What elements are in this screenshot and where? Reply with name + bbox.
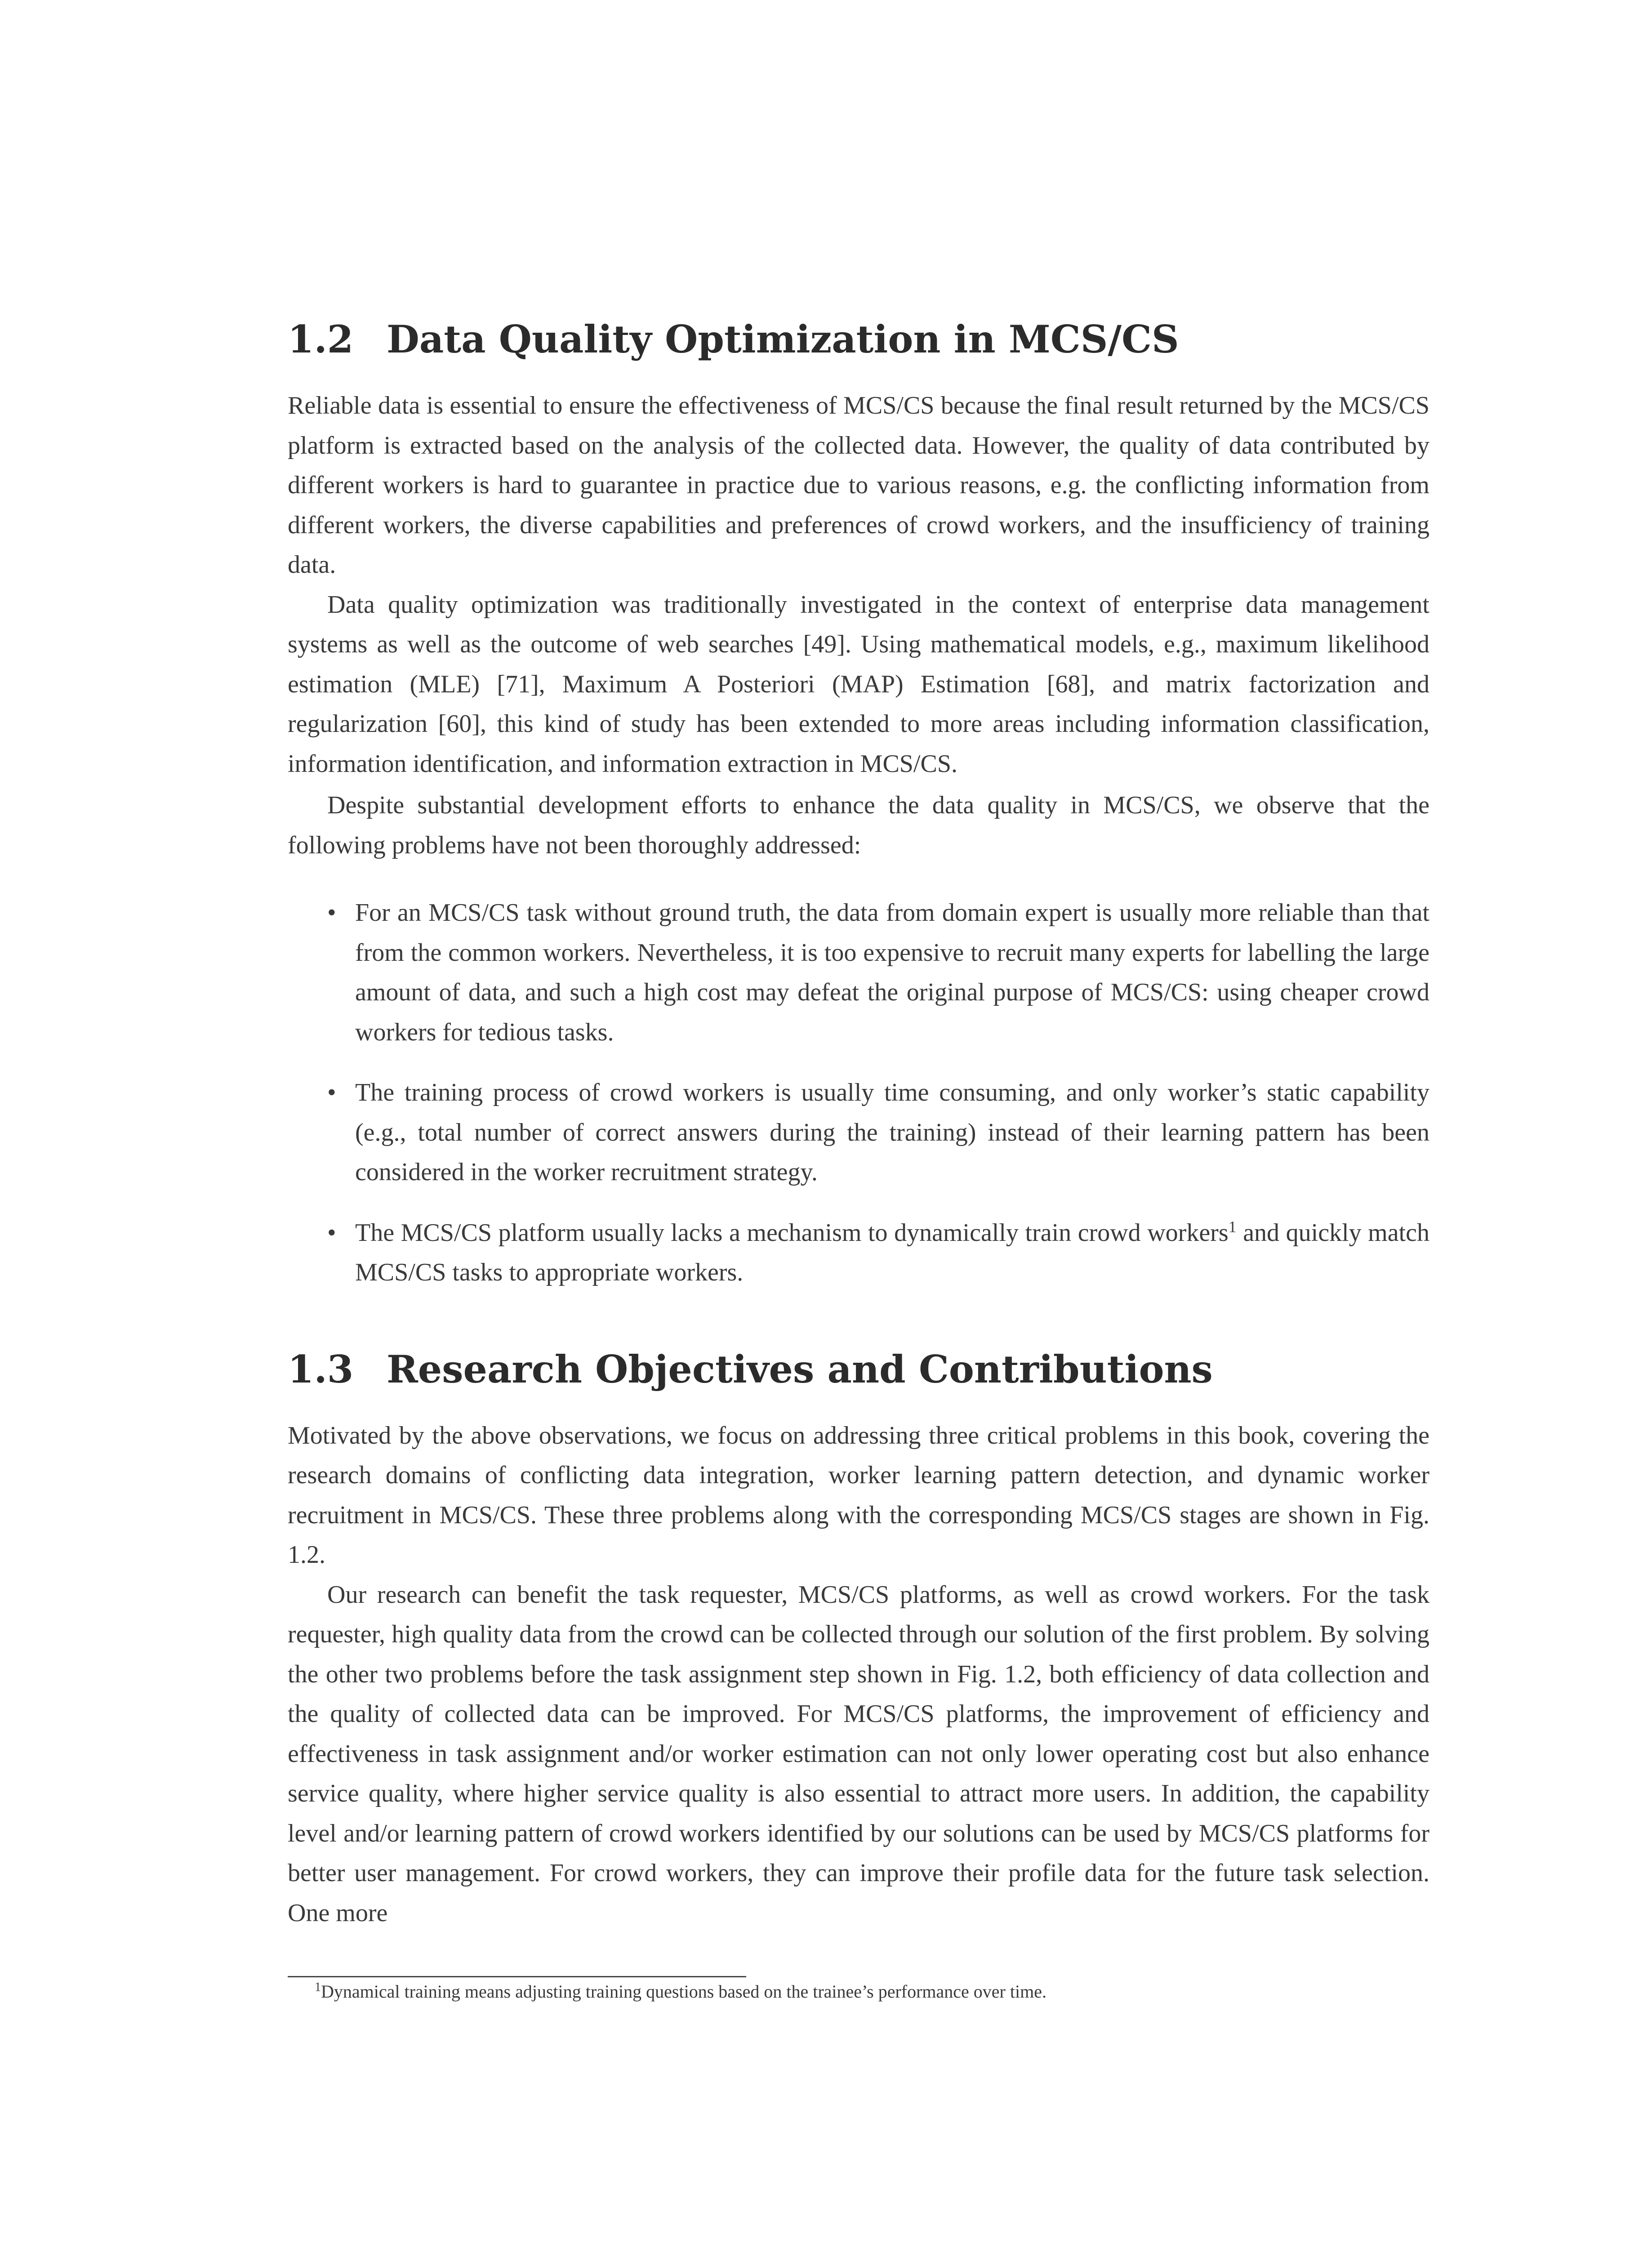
paragraph: Our research can benefit the task requester, MCS/CS platforms, as well as crowd workers. For the task requester, high quality data from the crowd can be collected through our solution of the first problem. By solving the other two problems before the task assignment step shown in Fig. 1.2, both efficiency of data collection and the quality of collected data can be improved. For MCS/CS platforms, the improvement of efficiency and effectiveness in task assignment and/or worker estimation can not only lower operating cost but also enhance service quality, where higher service quality is also essential to attract more users. In addition, the capability level and/or learning pattern of crowd workers identified by our solutions can be used by MCS/CS platforms for better user management. For crowd workers, they can improve their profile data for the future task selection. One more bbox=[288, 1580, 1429, 1927]
footnote-divider bbox=[288, 1976, 746, 1977]
paragraph: Data quality optimization was traditionally investigated in the context of enterprise data management systems as well as the outcome of web searches [49]. Using mathematical models, e.g., maximum likelihood estimation (MLE) [71], Maximum A Posteriori (MAP) Estimation [68], and matrix factorization and regularization [60], this kind of study has been extended to more areas including information classification, information identification, and information extraction in MCS/CS. bbox=[288, 590, 1429, 778]
problem-list bbox=[288, 893, 1429, 1293]
footnote-mark: 1 bbox=[315, 1980, 321, 1994]
bullet-icon: • bbox=[327, 899, 336, 927]
paragraph: Reliable data is essential to ensure the effectiveness of MCS/CS because the final result returned by the MCS/CS platform is extracted based on the analysis of the collected data. However, the quality of data contributed by different workers is hard to guarantee in practice due to various reasons, e.g. the conflicting information from different workers, the diverse capabilities and preferences of crowd workers, and the insufficiency of training data. bbox=[288, 392, 1429, 579]
footnote-reference[interactable]: 1 bbox=[1228, 1217, 1237, 1236]
bullet-icon: • bbox=[327, 1079, 336, 1106]
page-content bbox=[288, 315, 1429, 1933]
footnote-text: Dynamical training means adjusting training questions based on the trainee’s performance over time. bbox=[321, 1981, 1046, 2002]
list-item-text-part: The MCS/CS platform usually lacks a mechanism to dynamically train crowd workers bbox=[355, 1218, 1229, 1247]
paragraph: Despite substantial development efforts to enhance the data quality in MCS/CS, we observe that the following problems have not been thoroughly addressed: bbox=[288, 791, 1429, 859]
list-item-text bbox=[355, 1213, 1429, 1293]
section-number: 1.2 bbox=[288, 317, 354, 361]
section-title-text: Data Quality Optimization in MCS/CS bbox=[387, 317, 1179, 361]
list-item-text-part: and quickly match MCS/CS tasks to appropriate workers. bbox=[355, 1218, 1430, 1286]
paragraph: Motivated by the above observations, we focus on addressing three critical problems in this book, covering the research domains of conflicting data integration, worker learning pattern detection, and dynamic worker recruitment in MCS/CS. These three problems along with the corresponding MCS/CS stages are shown in Fig. 1.2. bbox=[288, 1421, 1429, 1569]
spacer bbox=[288, 1313, 1429, 1345]
section-title-text: Research Objectives and Contributions bbox=[387, 1347, 1213, 1392]
list-item-text: For an MCS/CS task without ground truth, the data from domain expert is usually more reliable than that from the common workers. Nevertheless, it is too expensive to recruit many experts for labelling the large amount of data, and such a high cost may defeat the original purpose of MCS/CS: using cheaper crowd workers for tedious tasks. bbox=[355, 899, 1429, 1046]
list-item bbox=[288, 1213, 1429, 1293]
list-item-text: The training process of crowd workers is usually time consuming, and only worker’s static capability (e.g., total number of correct answers during the training) instead of their learning pattern has been considered in the worker recruitment strategy. bbox=[355, 1079, 1429, 1186]
section-heading-1-3 bbox=[288, 1345, 1429, 1394]
bullet-icon: • bbox=[327, 1218, 336, 1247]
footnote bbox=[315, 1978, 1429, 2005]
list-item bbox=[288, 893, 1429, 1052]
section-heading-1-2 bbox=[288, 315, 1429, 364]
section-number: 1.3 bbox=[288, 1347, 354, 1392]
list-item bbox=[288, 1073, 1429, 1192]
